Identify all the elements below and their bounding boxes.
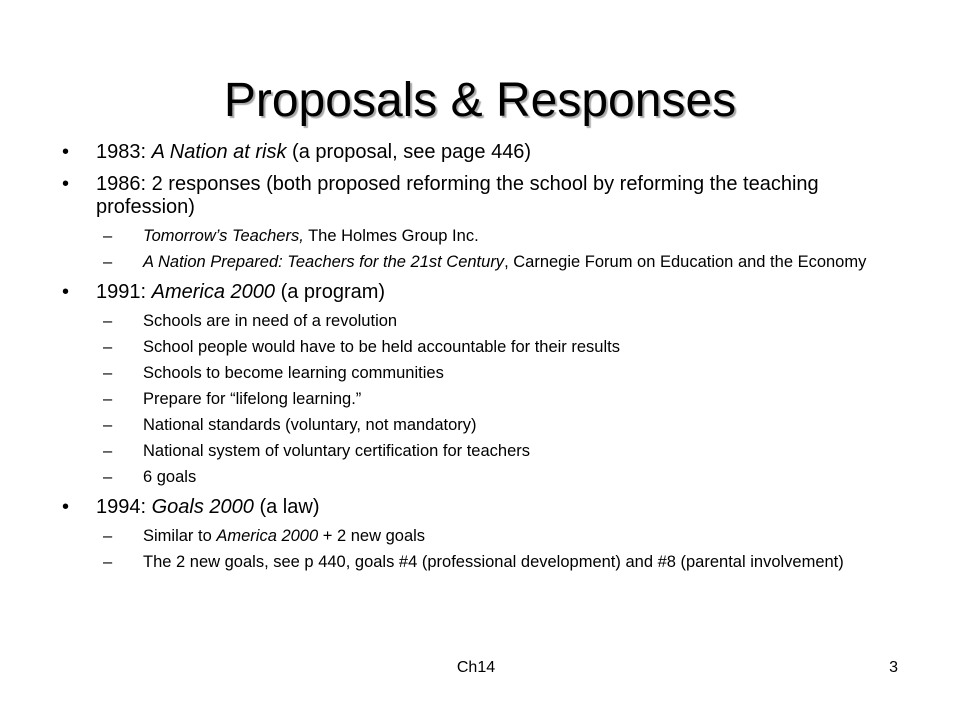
text-run: Tomorrow’s Teachers,	[143, 227, 304, 245]
dash-icon: –	[103, 442, 113, 460]
text-run: (a law)	[253, 496, 320, 518]
sub-bullet-list	[96, 226, 912, 272]
text-run: 1994:	[96, 496, 152, 518]
sub-bullet-item	[96, 311, 912, 331]
text-run: National standards (voluntary, not mandatory)	[143, 416, 477, 434]
text-run: 1991:	[96, 281, 152, 303]
sub-bullet-text	[143, 364, 444, 382]
sub-bullet-item	[96, 337, 912, 357]
sub-bullet-text	[143, 253, 866, 271]
bullet-text	[96, 141, 531, 163]
bullet-list	[62, 141, 912, 581]
text-run: 6 goals	[143, 468, 197, 486]
text-run: Prepare for “lifelong learning.”	[143, 390, 362, 408]
text-run: 1986: 2 responses (both proposed reforming the school by reforming the teaching profession)	[96, 173, 819, 218]
sub-bullet-text	[143, 312, 397, 330]
text-run: (a proposal, see page 446)	[286, 141, 532, 163]
sub-bullet-item	[96, 552, 912, 572]
bullet-icon: •	[62, 496, 70, 518]
slide-title: Proposals & Responses	[223, 74, 737, 128]
dash-icon: –	[103, 527, 113, 545]
bullet-item	[62, 281, 912, 487]
sub-bullet-item	[96, 363, 912, 383]
dash-icon: –	[103, 338, 113, 356]
slide-number: 3	[889, 659, 898, 676]
text-run: Goals 2000	[151, 496, 254, 518]
sub-bullet-item	[96, 441, 912, 461]
sub-bullet-item	[96, 467, 912, 487]
text-run: School people would have to be held accountable for their results	[143, 338, 620, 356]
text-run: 1983:	[96, 141, 152, 163]
text-run: A Nation Prepared: Teachers for the 21st Century	[143, 253, 505, 271]
dash-icon: –	[103, 416, 113, 434]
text-run: Similar to	[143, 527, 217, 545]
sub-bullet-list	[96, 311, 912, 487]
bullet-text	[96, 173, 819, 218]
text-run: National system of voluntary certification for teachers	[143, 442, 531, 460]
text-run: + 2 new goals	[318, 527, 426, 545]
text-run: The Holmes Group Inc.	[303, 227, 479, 245]
sub-bullet-text	[143, 227, 479, 245]
dash-icon: –	[103, 227, 113, 245]
text-run: Schools to become learning communities	[143, 364, 444, 382]
sub-bullet-item	[96, 389, 912, 409]
footer-chapter: Ch14	[456, 659, 496, 676]
dash-icon: –	[103, 390, 113, 408]
dash-icon: –	[103, 364, 113, 382]
dash-icon: –	[103, 253, 113, 271]
sub-bullet-item	[96, 252, 912, 272]
text-run: (a program)	[275, 281, 386, 303]
bullet-item	[62, 173, 912, 272]
dash-icon: –	[103, 553, 113, 571]
sub-bullet-text	[143, 390, 361, 408]
text-run: America 2000	[151, 281, 276, 303]
sub-bullet-text	[143, 468, 196, 486]
bullet-text	[96, 496, 319, 518]
dash-icon: –	[103, 312, 113, 330]
sub-bullet-text	[143, 416, 477, 434]
sub-bullet-text	[143, 442, 530, 460]
bullet-icon: •	[62, 173, 70, 195]
sub-bullet-text	[143, 338, 620, 356]
sub-bullet-list	[96, 526, 912, 572]
bullet-text	[96, 281, 385, 303]
bullet-item	[62, 496, 912, 572]
sub-bullet-item	[96, 415, 912, 435]
bullet-icon: •	[62, 141, 70, 163]
sub-bullet-item	[96, 226, 912, 246]
dash-icon: –	[103, 468, 113, 486]
text-run: , Carnegie Forum on Education and the Economy	[504, 253, 867, 271]
bullet-icon: •	[62, 281, 70, 303]
bullet-item	[62, 141, 912, 164]
text-run: Schools are in need of a revolution	[143, 312, 398, 330]
sub-bullet-text	[143, 553, 844, 571]
text-run: A Nation at risk	[151, 141, 287, 163]
sub-bullet-item	[96, 526, 912, 546]
text-run: The 2 new goals, see p 440, goals #4 (professional development) and #8 (parental involvement)	[143, 553, 844, 571]
sub-bullet-text	[143, 527, 425, 545]
text-run: America 2000	[216, 527, 319, 545]
